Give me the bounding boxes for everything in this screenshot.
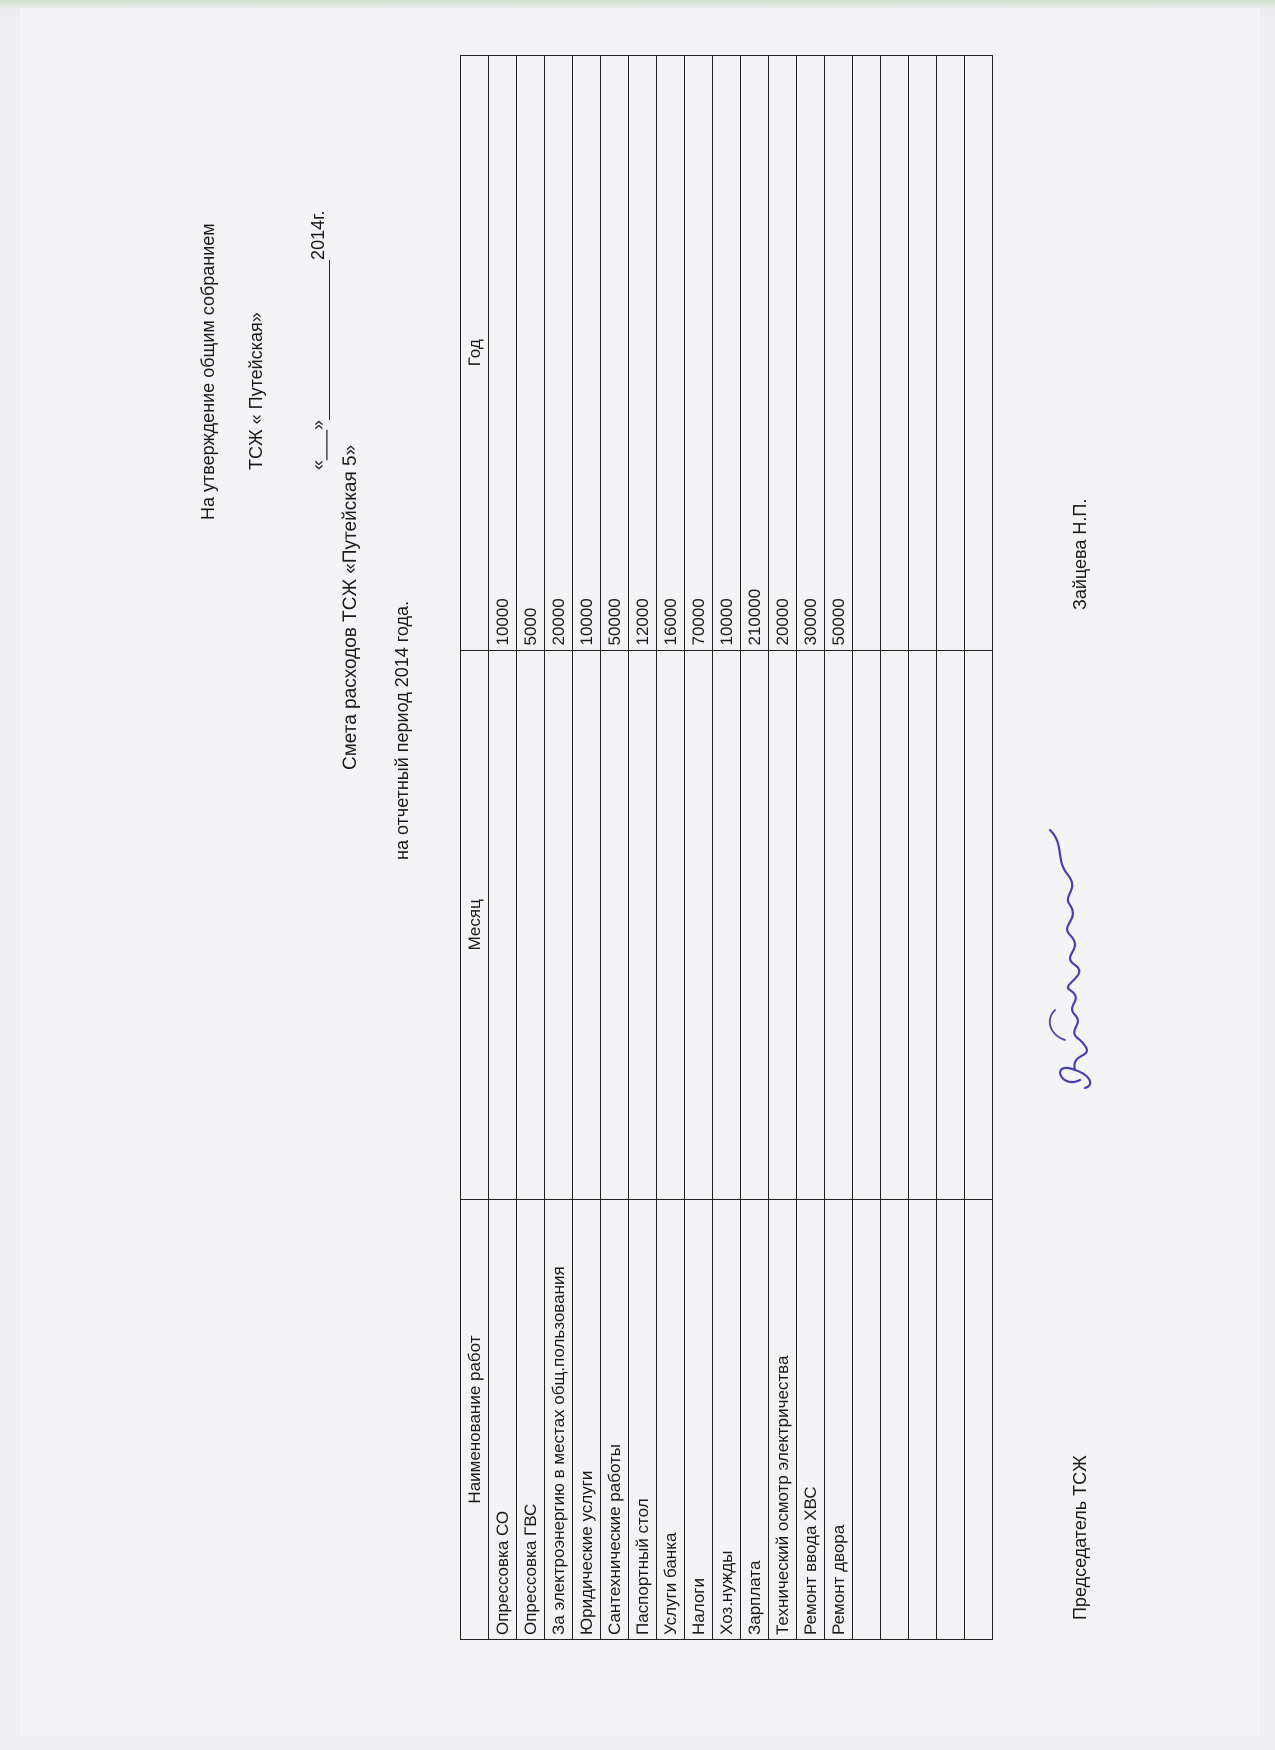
row-month-cell xyxy=(685,650,713,1200)
row-year-cell xyxy=(881,56,909,651)
table-row xyxy=(629,56,657,1640)
row-name-cell: За электроэнергию в местах общ.пользования xyxy=(545,1200,573,1640)
row-month-cell xyxy=(713,650,741,1200)
row-name-cell: Налоги xyxy=(685,1200,713,1640)
table-row xyxy=(965,56,993,1640)
row-month-cell xyxy=(797,650,825,1200)
row-year-cell: 10000 xyxy=(573,56,601,651)
row-year-cell: 30000 xyxy=(797,56,825,651)
table-row xyxy=(685,56,713,1640)
row-name-cell: Технический осмотр электричества xyxy=(769,1200,797,1640)
date-year: 2014г. xyxy=(308,210,328,260)
row-name-cell xyxy=(965,1200,993,1640)
row-name-cell: Юридические услуги xyxy=(573,1200,601,1640)
document-title: Смета расходов ТСЖ «Путейская 5» xyxy=(340,444,361,770)
row-name-cell: Хоз.нужды xyxy=(713,1200,741,1640)
row-month-cell xyxy=(657,650,685,1200)
row-year-cell: 210000 xyxy=(741,56,769,651)
table-row xyxy=(601,56,629,1640)
row-month-cell xyxy=(965,650,993,1200)
table-row xyxy=(489,56,517,1640)
row-year-cell: 70000 xyxy=(685,56,713,651)
row-year-cell: 20000 xyxy=(769,56,797,651)
row-year-cell xyxy=(909,56,937,651)
row-year-cell xyxy=(853,56,881,651)
row-name-cell xyxy=(937,1200,965,1640)
row-year-cell: 50000 xyxy=(825,56,853,651)
row-month-cell xyxy=(601,650,629,1200)
table-row xyxy=(713,56,741,1640)
row-name-cell: Услуги банка xyxy=(657,1200,685,1640)
row-month-cell xyxy=(881,650,909,1200)
approval-date xyxy=(308,211,330,470)
chair-name: Зайцева Н.П. xyxy=(1070,498,1090,610)
row-year-cell: 5000 xyxy=(517,56,545,651)
row-year-cell: 10000 xyxy=(713,56,741,651)
row-month-cell xyxy=(909,650,937,1200)
table-row xyxy=(573,56,601,1640)
row-name-cell xyxy=(853,1200,881,1640)
table-row xyxy=(769,56,797,1640)
date-blank xyxy=(308,260,330,420)
row-month-cell xyxy=(825,650,853,1200)
row-month-cell xyxy=(769,650,797,1200)
row-year-cell: 10000 xyxy=(489,56,517,651)
row-month-cell xyxy=(489,650,517,1200)
row-name-cell: Опрессовка ГВС xyxy=(517,1200,545,1640)
date-day: «___» xyxy=(308,419,328,470)
header-month: Месяц xyxy=(461,650,489,1200)
table-row xyxy=(741,56,769,1640)
row-name-cell: Опрессовка СО xyxy=(489,1200,517,1640)
row-name-cell xyxy=(909,1200,937,1640)
table-row xyxy=(909,56,937,1640)
approval-line: На утверждение общим собранием xyxy=(198,223,218,520)
row-month-cell xyxy=(545,650,573,1200)
handwritten-signature xyxy=(1020,800,1110,1100)
association-name: ТСЖ « Путейская» xyxy=(246,312,266,470)
row-month-cell xyxy=(853,650,881,1200)
header-name: Наименование работ xyxy=(461,1200,489,1640)
row-name-cell: Зарплата xyxy=(741,1200,769,1640)
table-row xyxy=(797,56,825,1640)
row-month-cell xyxy=(937,650,965,1200)
table-body xyxy=(489,56,993,1640)
row-year-cell: 12000 xyxy=(629,56,657,651)
rotated-page xyxy=(150,50,1250,1700)
row-year-cell: 20000 xyxy=(545,56,573,651)
table-row xyxy=(825,56,853,1640)
row-name-cell xyxy=(881,1200,909,1640)
row-name-cell: Сантехнические работы xyxy=(601,1200,629,1640)
row-month-cell xyxy=(517,650,545,1200)
table-row xyxy=(937,56,965,1640)
row-name-cell: Паспортный стол xyxy=(629,1200,657,1640)
row-year-cell: 50000 xyxy=(601,56,629,651)
budget-table xyxy=(460,55,993,1640)
table-row xyxy=(881,56,909,1640)
row-year-cell: 16000 xyxy=(657,56,685,651)
header-year: Год xyxy=(461,56,489,651)
row-name-cell: Ремонт двора xyxy=(825,1200,853,1640)
table-header-row xyxy=(461,56,489,1640)
row-month-cell xyxy=(573,650,601,1200)
table-row xyxy=(853,56,881,1640)
table-row xyxy=(657,56,685,1640)
document-subtitle: на отчетный период 2014 года. xyxy=(392,600,412,860)
table-row xyxy=(545,56,573,1640)
row-year-cell xyxy=(965,56,993,651)
row-month-cell xyxy=(741,650,769,1200)
row-name-cell: Ремонт ввода ХВС xyxy=(797,1200,825,1640)
table-row xyxy=(517,56,545,1640)
row-month-cell xyxy=(629,650,657,1200)
chair-label: Председатель ТСЖ xyxy=(1070,1455,1090,1620)
row-year-cell xyxy=(937,56,965,651)
